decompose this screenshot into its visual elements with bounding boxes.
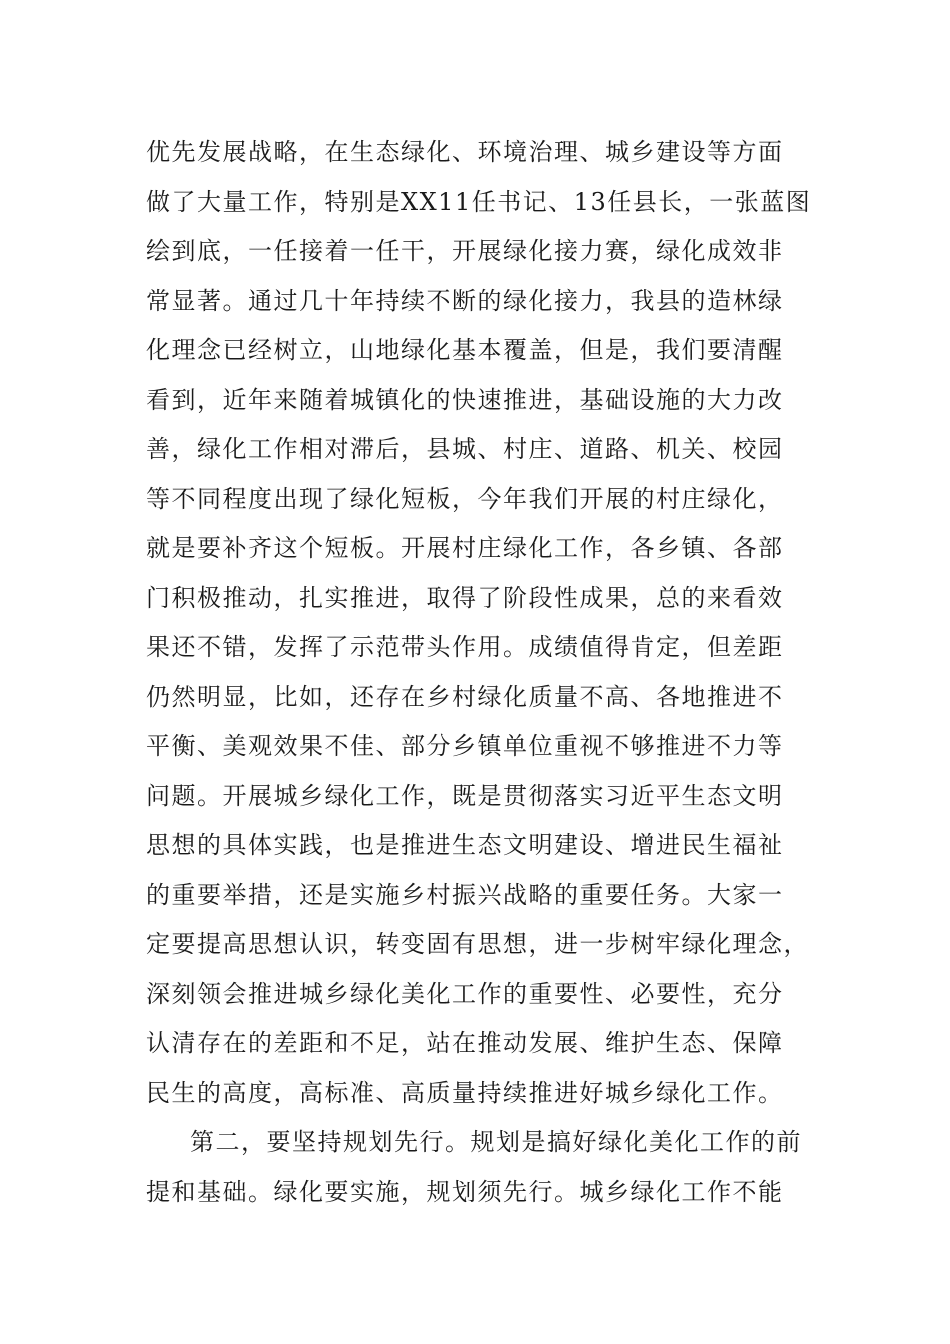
text-line: 善，绿化工作相对滞后，县城、村庄、道路、机关、校园 (146, 435, 784, 463)
text-line: 民生的高度，高标准、高质量持续推进好城乡绿化工作。 (146, 1078, 784, 1107)
text-line: 认清存在的差距和不足，站在推动发展、维护生态、保障 (146, 1029, 784, 1057)
text-line: 定要提高思想认识，转变固有思想，进一步树牢绿化理念， (146, 930, 809, 958)
text-line: 绘到底，一任接着一任干，开展绿化接力赛，绿化成效非 (146, 237, 784, 265)
text-line: 深刻领会推进城乡绿化美化工作的重要性、必要性，充分 (146, 979, 784, 1008)
text-line: 问题。开展城乡绿化工作，既是贯彻落实习近平生态文明 (146, 781, 784, 810)
text-line: 就是要补齐这个短板。开展村庄绿化工作，各乡镇、各部 (146, 534, 784, 562)
text-line: 看到，近年来随着城镇化的快速推进，基础设施的大力改 (146, 385, 784, 414)
text-line: 化理念已经树立，山地绿化基本覆盖，但是，我们要清醒 (146, 336, 784, 364)
text-line: 平衡、美观效果不佳、部分乡镇单位重视不够推进不力等 (146, 732, 784, 760)
text-line: 门积极推动，扎实推进，取得了阶段性成果，总的来看效 (146, 583, 784, 612)
text-line: 常显著。通过几十年持续不断的绿化接力，我县的造林绿 (146, 286, 784, 315)
text-line: 思想的具体实践，也是推进生态文明建设、增进民生福祉 (146, 831, 784, 859)
text-line: 果还不错，发挥了示范带头作用。成绩值得肯定，但差距 (146, 633, 784, 661)
text-line: 等不同程度出现了绿化短板，今年我们开展的村庄绿化， (146, 484, 784, 513)
text-line: 提和基础。绿化要实施，规划须先行。城乡绿化工作不能 (146, 1177, 784, 1206)
text-line: 优先发展战略，在生态绿化、环境治理、城乡建设等方面 (146, 138, 784, 166)
paragraph-start-line: 第二，要坚持规划先行。规划是搞好绿化美化工作的前 (190, 1128, 802, 1156)
text-line: 仍然明显，比如，还存在乡村绿化质量不高、各地推进不 (146, 682, 784, 711)
body-text (146, 128, 812, 1217)
text-line: 的重要举措，还是实施乡村振兴战略的重要任务。大家一 (146, 880, 784, 909)
text-line: 做了大量工作，特别是XX11任书记、13任县长，一张蓝图 (146, 187, 812, 216)
